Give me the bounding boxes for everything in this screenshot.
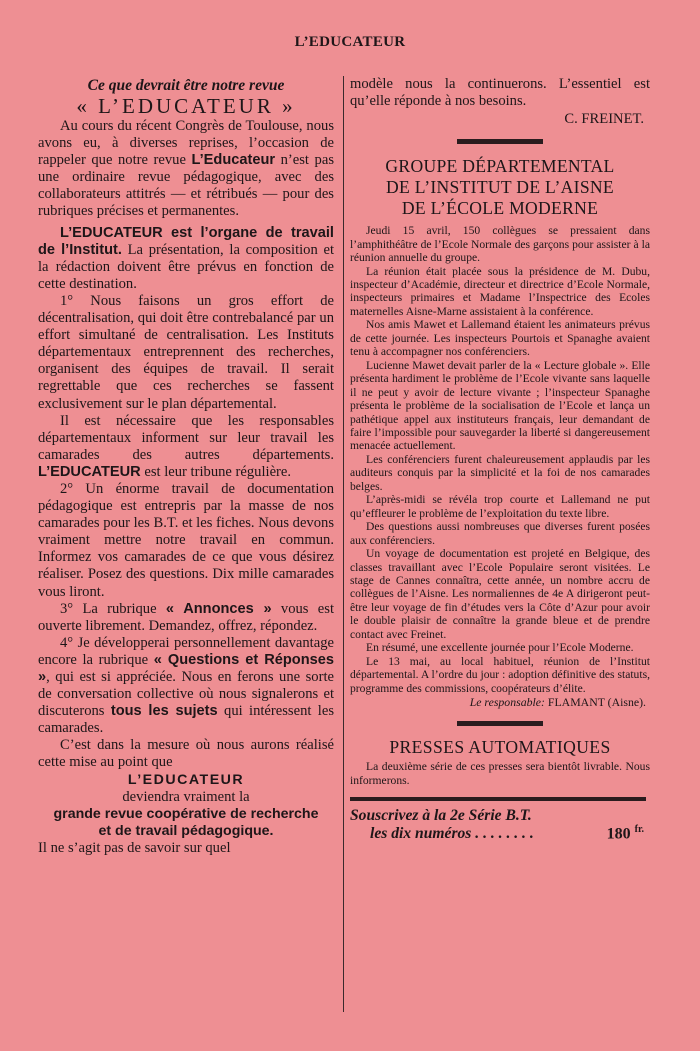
section-title: DE L’ÉCOLE MODERNE [401,198,599,219]
section-rule [350,797,646,801]
paragraph: C’est dans la mesure où nous aurons réalisé cette mise au point que [38,737,334,771]
column-divider [343,76,344,1012]
price [607,821,644,843]
right-column [350,76,650,843]
price-value: 180 [606,824,631,842]
paragraph: La deuxième série de ces presses sera bientôt livrable. Nous informerons. [350,760,650,787]
revue-name: L’EDUCATEUR [38,463,141,480]
paragraph: L’après-midi se révéla trop courte et Lallemand ne put qu’effleurer le problème de l’exploitation du texte libre. [350,493,650,520]
article-title: « L’EDUCATEUR » [76,94,296,118]
paragraph: Jeudi 15 avril, 150 collègues se pressaient dans l’amphithéâtre de l’Ecole Normale des garçons pour assister à la réunion annuelle du groupe. [350,224,650,265]
price-unit: fr. [634,823,644,835]
paragraph: Les conférenciers furent chaleureusement applaudis par les auditeurs conquis par la simplicité et la foi de nos camarades belges. [350,452,650,493]
paragraph [38,118,334,221]
paragraph: Il ne s’agit pas de savoir sur quel [38,839,231,856]
paragraph: modèle nous la continuerons. L’essentiel est qu’elle réponde à nos besoins. [350,76,650,110]
section-title: PRESSES AUTOMATIQUES [389,737,611,758]
groupe-report [350,224,650,695]
text: vous est ouverte librement. Demandez, offrez, répondez. [38,600,334,634]
paragraph [38,225,334,293]
text: qui intéressent les camarades. [38,703,335,737]
paragraph: La réunion était placée sous la présidence de M. Dubu, inspecteur d’Académie, directeur et directrice d’Ecole Normale, inspecteurs primaires et Madame l’Inspectrice des Ecoles maternelles Aisne-Marne assistaient à la conférence. [350,264,650,318]
resp-name: FLAMANT (Aisne). [544,695,646,710]
running-title: L’EDUCATEUR [294,34,406,50]
paragraph [38,413,334,481]
paragraph: Un voyage de documentation est projeté en Belgique, des classes travaillant avec l’Ecole Populaire seront visitées. Le stage de Cannes connaîtra, cette année, un nombre accru de collègues de l’Aisne. Les normaliennes de 4e A dirigeront peut-être leur voyage de fin d’études vers la Côte d’Azur pour avoir le double plaisir de connaître la grande bleue et de prendre contact avec Freinet. [350,547,650,641]
paragraph: 2° Un énorme travail de documentation pédagogique est entrepris par la masse de nos camarades pour les B.T. et les fiches. Nous devons vraiment mettre notre travail en commun. Informez vos camarades de ce que vous désirez réaliser. Posez des questions. Dix mille camarades vous liront. [38,480,334,600]
subscription-line: Souscrivez à la 2e Série B.T. [350,806,532,824]
text: Au cours du récent Congrès de Toulouse, nous avons eu, à diverses reprises, l’occasion de rappeler que notre revue [38,118,334,169]
text: , qui est si appréciée. Nous en ferons une sorte de conversation collective où nous signalerons et discuterons [38,669,334,720]
text: 3° La rubrique [60,600,166,617]
section-title: DE L’INSTITUT DE L’AISNE [386,177,614,198]
section-rule [457,139,543,144]
emphasis: « Annonces » [165,600,272,617]
text: 4° Je développerai personnellement davantage encore la rubrique [38,634,334,668]
paragraph: Le 13 mai, au local habituel, réunion de l’Institut départemental. A l’ordre du jour : adoption définitive des statuts, programme des commissions, coopérateurs d’élite. [350,654,650,695]
revue-name: L’Educateur [191,152,276,169]
left-column [38,76,334,857]
paragraph: 1° Nous faisons un gros effort de décentralisation, qui doit être contrebalancé par un effort simultané de centralisation. Les Instituts départementaux entreprennent des recherches, organisent des équipes de travail. Il serait regrettable que ces recherches se fassent exclusivement sur le plan départemental. [38,292,334,412]
subscription-line: les dix numéros . . . . . . . . [370,824,534,842]
responsable-signature [350,695,650,709]
paragraph: Lucienne Mawet devait parler de la « Lecture globale ». Elle présenta hardiment le problème de l’Ecole vivante sans laquelle il ne peut y avoir de lecture vivante ; l’inspecteur Spanaghe présenta le problème de la socialisation de l’Ecole et lança un pathétique appel aux instituteurs français, leur demandant de faire l’impossible pour sauvegarder la liberté si dangereusement menacée actuellement. [350,358,650,453]
signature: C. FREINET. [564,111,644,128]
paragraph [38,635,334,738]
paragraph: En résumé, une excellente journée pour l’Ecole Moderne. [366,641,634,655]
text: Il est nécessaire que les responsables départementaux informent sur leur travail les camarades des autres départements. [38,412,334,463]
emphasis: L’EDUCATEUR est l’organe de travail de l’Institut. [38,224,334,258]
article-kicker: Ce que devrait être notre revue [87,77,285,94]
emphasis: « Questions et Réponses » [38,651,334,685]
paragraph [38,601,334,635]
subscription-notice [350,807,650,843]
centered-line: et de travail pédagogique. [98,822,274,839]
centered-line: grande revue coopérative de recherche [53,805,319,822]
text: est leur tribune régulière. [140,463,292,480]
emphasis: tous les sujets [110,703,218,720]
text: La présentation, la composition et la rédaction doivent être prévus en fonction de cette destination. [38,241,334,292]
centered-line: deviendra vraiment la [122,788,250,805]
section-rule [457,721,543,726]
resp-label: Le responsable: [469,695,545,710]
paragraph: Des questions aussi nombreuses que diverses furent posées aux conférenciers. [350,520,650,547]
section-title: GROUPE DÉPARTEMENTAL [385,156,615,177]
text: n’est pas une ordinaire revue pédagogique, avec des collaborateurs attitrés — et rétribués — pour des rubriques précises et permanentes. [38,152,334,220]
paragraph: Nos amis Mawet et Lallemand étaient les animateurs prévus de cette journée. Les inspecteurs Pourtois et Spanaghe avaient tenu à accompagner nos conférenciers. [350,318,650,359]
centered-line: L’EDUCATEUR [127,771,245,788]
